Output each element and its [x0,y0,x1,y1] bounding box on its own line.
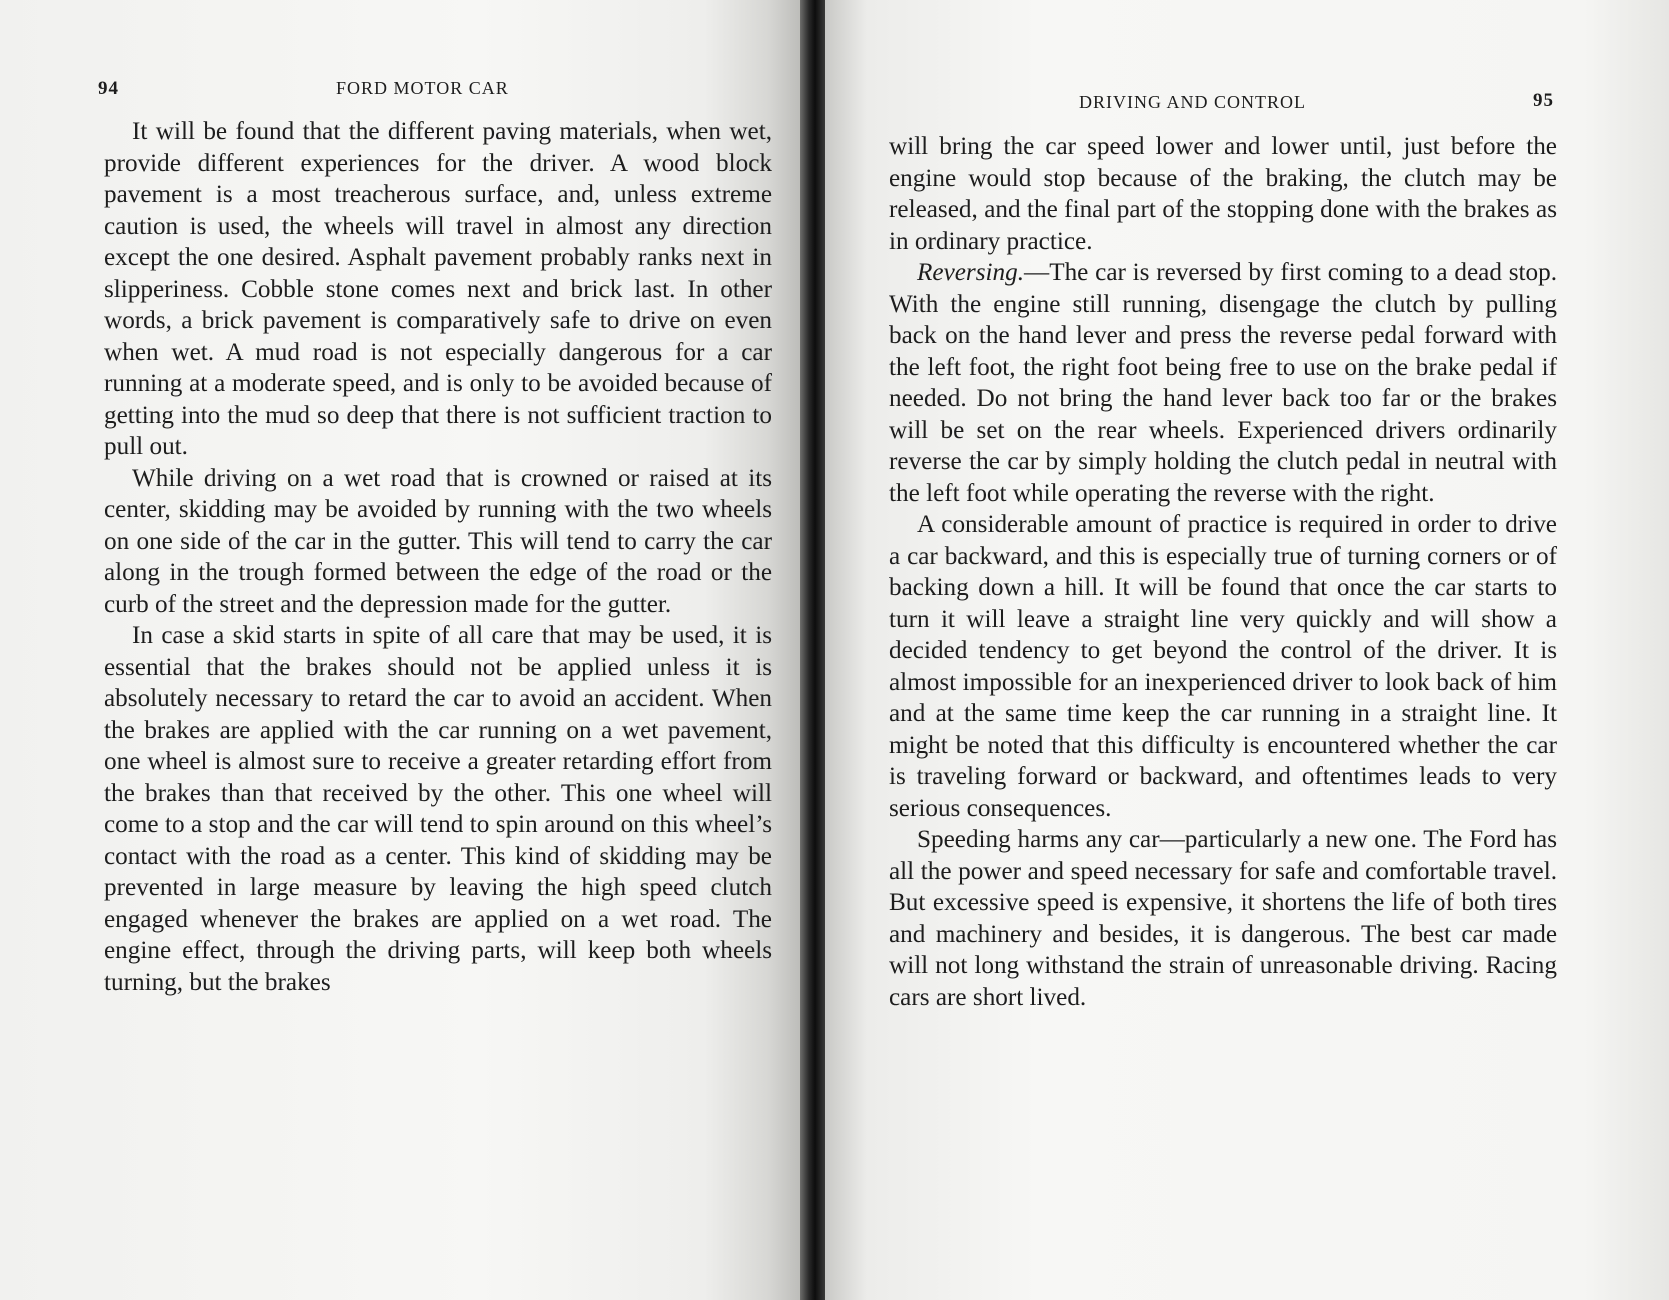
running-head: DRIVING AND CONTROL [1079,92,1306,112]
paragraph: In case a skid starts in spite of all care that may be used, it is essential that the brakes should not be applied unless it is absolutely necessary to retard the car to avoid an accident. When the brakes are applied with the car running on a wet pavement, one wheel is almost sure to receive a greater retarding effort from the brakes than that received by the other. This one wheel will come to a stop and the car will tend to spin around on this wheel’s contact with the road as a center. This kind of skidding may be prevented in large measure by leaving the high speed clutch engaged whenever the brakes are applied on a wet road. The engine effect, through the driving parts, will keep both wheels turning, but the brakes [104,622,772,996]
reversing-text: —The car is reversed by first coming to a dead stop. With the engine still running, disengage the clutch by pulling back on the hand lever and press the reverse pedal forward with the left foot, the right foot being free to use on the brake pedal if needed. Do not bring the hand lever back too far or the brakes will be set on the rear wheels. Experienced drivers ordinarily reverse the car by simply holding the clutch pedal in neutral with the left foot while operating the reverse with the right. [889,259,1557,507]
left-body-text [104,116,772,998]
continuation-paragraph: will bring the car speed lower and lower until, just before the engine would stop because of the braking, the clutch may be released, and the final part of the stopping done with the brakes as in ordinary practice. [889,133,1557,255]
page-number: 94 [98,78,119,99]
reversing-paragraph [889,257,1557,509]
paragraph: It will be found that the different paving materials, when wet, provide different experiences for the driver. A wood block pavement is a most treacherous surface, and, unless extreme caution is used, the wheels will travel in almost any direction except the one desired. Asphalt pavement probably ranks next in slipperiness. Cobble stone comes next and brick last. In other words, a brick pavement is comparatively safe to drive on even when wet. A mud road is not especially dangerous for a car running at a moderate speed, and is only to be avoided because of getting into the mud so deep that there is not sufficient traction to pull out. [104,118,772,460]
right-page [825,0,1669,1300]
page-number: 95 [1533,90,1554,111]
paragraph: Speeding harms any car—particularly a new one. The Ford has all the power and speed necessary for safe and comfortable travel. But excessive speed is expensive, it shortens the life of both tires and machinery and besides, it is dangerous. The best car made will not long withstand the strain of unreasonable driving. Racing cars are short lived. [889,826,1557,1011]
left-page [0,0,800,1300]
reversing-heading: Reversing. [917,259,1025,286]
running-head: FORD MOTOR CAR [336,78,509,98]
right-body-text [889,131,1557,1013]
book-gutter [800,0,825,1300]
paragraph: A considerable amount of practice is required in order to drive a car backward, and this is especially true of turning corners or of backing down a hill. It will be found that once the car starts to turn it will leave a straight line very quickly and will show a decided tendency to get beyond the control of the driver. It is almost impossible for an inexperienced driver to look back of him and at the same time keep the car running in a straight line. It might be noted that this difficulty is encountered whether the car is traveling forward or backward, and oftentimes leads to very serious consequences. [889,511,1557,822]
paragraph: While driving on a wet road that is crowned or raised at its center, skidding may be avoided by running with the two wheels on one side of the car in the gutter. This will tend to carry the car along in the trough formed between the edge of the road or the curb of the street and the depression made for the gutter. [104,464,772,618]
